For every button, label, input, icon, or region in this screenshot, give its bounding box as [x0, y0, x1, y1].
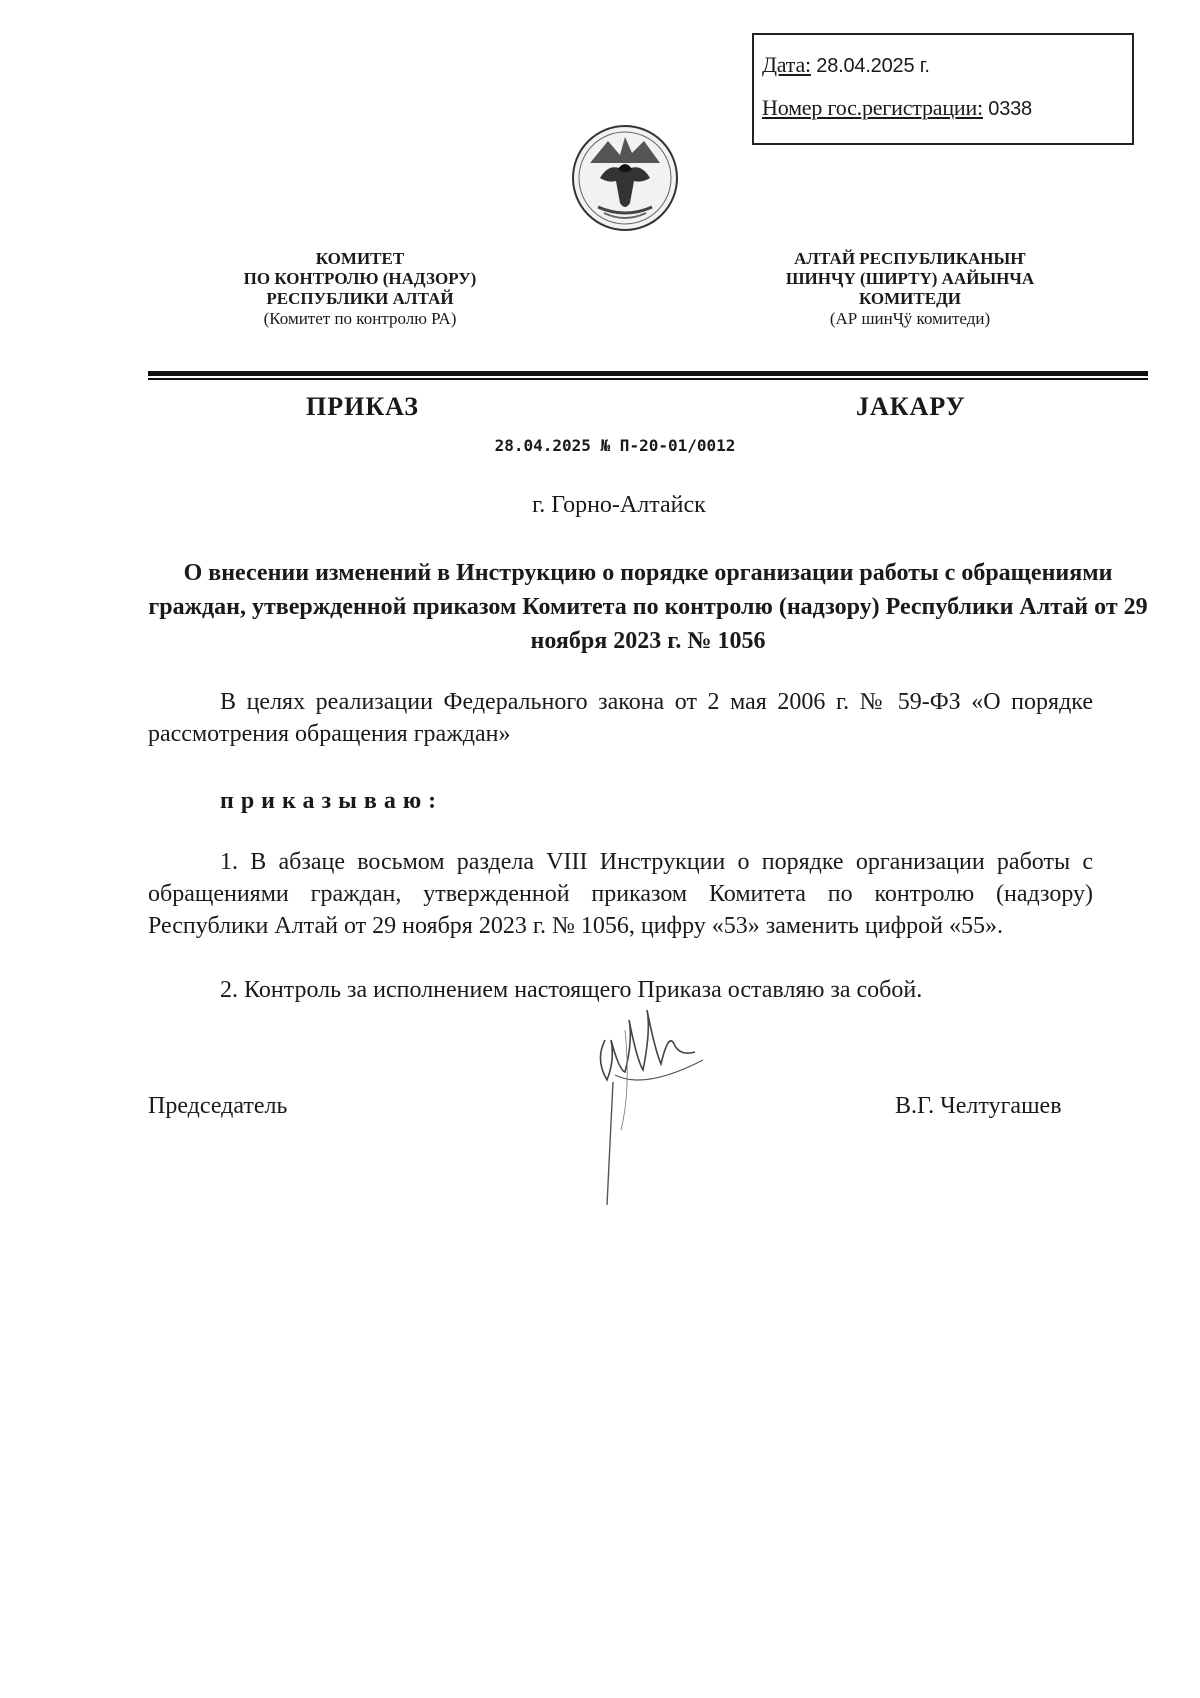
order-item-1: 1. В абзаце восьмом раздела VIII Инструкции о порядке организации работы с обращениями граждан, утвержденной приказом Комитета по контролю (надзору) Республики Алтай от 29 ноября 2023 г. № 1056, цифру «53» заменить цифрой «55».	[148, 849, 1093, 939]
header-alt-short: (АР шинҶӱ комитеди)	[829, 309, 991, 328]
header-ru-line3: РЕСПУБЛИКИ АЛТАЙ	[266, 289, 454, 308]
registration-number	[762, 96, 1132, 121]
header-divider-thin	[148, 378, 1148, 380]
header-ru-line1: КОМИТЕТ	[315, 249, 405, 268]
header-ru-short: (Комитет по контролю РА)	[263, 309, 457, 328]
order-number	[0, 436, 1200, 455]
header-committee-ru	[200, 249, 520, 329]
coat-of-arms-emblem	[570, 123, 680, 233]
header-divider-thick	[148, 371, 1148, 376]
signatory-name: В.Г. Челтугашев	[895, 1093, 1062, 1119]
handwritten-signature	[585, 1000, 715, 1210]
registration-date-value: 28.04.2025 г.	[816, 55, 930, 77]
document-type-alt: JАКАРУ	[856, 392, 966, 421]
header-ru-line2: ПО КОНТРОЛЮ (НАДЗОРУ)	[243, 269, 477, 288]
registration-number-value: 0338	[988, 98, 1032, 120]
registration-date	[762, 53, 1132, 78]
decree-word: приказываю:	[220, 788, 444, 814]
header-alt-line2: ШИНҶҮ (ШИРТҮ) ААЙЫНЧА	[785, 269, 1035, 288]
order-item-2: 2. Контроль за исполнением настоящего Приказа оставляю за собой.	[220, 977, 923, 1003]
preamble-paragraph: В целях реализации Федерального закона от 2 мая 2006 г. № 59-ФЗ «О порядке рассмотрения обращения граждан»	[148, 689, 1093, 747]
registration-stamp	[752, 33, 1134, 145]
city-text: г. Горно-Алтайск	[532, 492, 706, 518]
document-title: О внесении изменений в Инструкцию о порядке организации работы с обращениями граждан, утвержденной приказом Комитета по контролю (надзору) Республики Алтай от 29 ноября 2023 г. № 1056	[148, 560, 1148, 654]
header-committee-alt	[740, 249, 1080, 329]
registration-number-label: Номер гос.регистрации:	[762, 95, 983, 120]
header-alt-line3: КОМИТЕДИ	[859, 289, 961, 308]
registration-date-label: Дата:	[762, 52, 811, 77]
city-line	[0, 492, 1200, 519]
document-type-ru: ПРИКАЗ	[306, 392, 420, 421]
order-number-text: 28.04.2025 № П-20-01/0012	[494, 436, 736, 455]
header-alt-line1: АЛТАЙ РЕСПУБЛИКАНЫҤ	[794, 249, 1026, 268]
signatory-role: Председатель	[148, 1093, 288, 1119]
